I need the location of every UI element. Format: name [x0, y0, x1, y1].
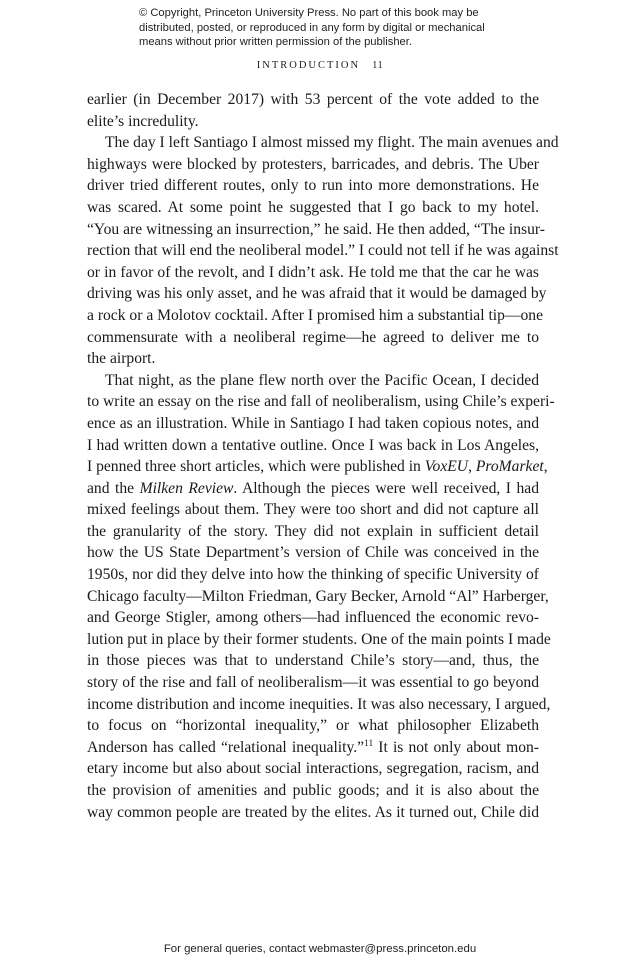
text-line: That night, as the plane flew north over the Pacific Ocean, I decided: [105, 371, 539, 389]
text-segment: . Although the pieces were well received, I had: [233, 479, 539, 497]
text-line: “You are witnessing an insurrection,” he said. He then added, “The insur-: [87, 220, 545, 238]
copyright-line: means without prior written permission of the publisher.: [139, 36, 412, 49]
text-segment: ,: [543, 458, 548, 476]
text-line: a rock or a Molotov cocktail. After I promised him a substantial tip—one: [87, 306, 544, 324]
running-head-title: INTRODUCTION: [256, 60, 361, 71]
text-line: elite’s incredulity.: [87, 112, 199, 130]
body-text: [87, 89, 559, 823]
text-line: rection that will end the neoliberal model.” I could not tell if he was against: [87, 242, 559, 260]
copyright-line: distributed, posted, or reproduced in any form by digital or mechanical: [139, 21, 485, 34]
text-line: 1950s, nor did they delve into how the thinking of specific University of: [87, 566, 539, 584]
italic-title: VoxEU: [424, 458, 469, 476]
text-segment: ,: [468, 458, 476, 476]
text-line: ence as an illustration. While in Santiago I had taken copious notes, and: [87, 414, 539, 432]
copyright-notice: [139, 6, 519, 50]
text-line: to write an essay on the rise and fall of neoliberalism, using Chile’s experi-: [87, 393, 555, 411]
text-line: the airport.: [87, 350, 156, 368]
text-line: earlier (in December 2017) with 53 percent of the vote added to the: [87, 91, 539, 108]
text-line: story of the rise and fall of neoliberalism—it was essential to go beyond: [87, 674, 539, 692]
italic-title: Milken Review: [139, 479, 234, 497]
text-line: mixed feelings about them. They were too short and did not capture all: [87, 501, 539, 519]
text-line: was scared. At some point he suggested that I go back to my hotel.: [87, 198, 539, 216]
text-line: etary income but also about social interactions, segregation, racism, and: [87, 760, 539, 778]
text-line-with-italics: [87, 456, 548, 478]
text-line: and George Stigler, among others—had influenced the economic revo-: [87, 609, 539, 627]
italic-title: ProMarket: [475, 458, 544, 476]
text-line: to focus on “horizontal inequality,” or what philosopher Elizabeth: [87, 717, 539, 735]
text-segment: Anderson has called “relational inequality.”: [87, 738, 365, 756]
text-line: in those pieces was that to understand Chile’s story—and, thus, the: [87, 652, 539, 670]
text-line: Chicago faculty—Milton Friedman, Gary Becker, Arnold “Al” Harberger,: [87, 587, 549, 605]
footnote-reference[interactable]: 11: [364, 738, 374, 749]
text-line: I had written down a tentative outline. Once I was back in Los Angeles,: [87, 436, 539, 454]
text-line: the provision of amenities and public goods; and it is also about the: [87, 782, 539, 799]
text-segment: and the: [87, 479, 140, 497]
text-segment: It is not only about mon-: [373, 738, 539, 756]
text-segment: I penned three short articles, which were published in: [87, 458, 425, 476]
text-line: income distribution and income inequities. It was also necessary, I argued,: [87, 695, 551, 713]
text-line: way common people are treated by the elites. As it turned out, Chile did: [87, 803, 539, 821]
text-line: driving was his only asset, and he was afraid that it would be damaged by: [87, 285, 547, 303]
footer-contact: For general queries, contact webmaster@press.princeton.edu: [163, 943, 477, 955]
text-line: the granularity of the story. They did not explain in sufficient detail: [87, 522, 539, 540]
text-line: or in favor of the revolt, and I didn’t ask. He told me that the car he was: [87, 263, 539, 281]
text-line: commensurate with a neoliberal regime—he agreed to deliver me to: [87, 328, 539, 346]
text-line: how the US State Department’s version of Chile was conceived in the: [87, 544, 539, 562]
text-line: highways were blocked by protesters, barricades, and debris. The Uber: [87, 155, 539, 173]
text-line: The day I left Santiago I almost missed my flight. The main avenues and: [105, 134, 559, 152]
page-number: 11: [372, 60, 384, 71]
text-line-with-footnote: [87, 737, 539, 759]
copyright-line: © Copyright, Princeton University Press. No part of this book may be: [139, 7, 479, 19]
running-head: [0, 60, 640, 71]
text-line: driver tried different routes, only to run into more demonstrations. He: [87, 177, 539, 195]
text-line: lution put in place by their former students. One of the main points I made: [87, 630, 551, 648]
text-line-with-italics: [87, 478, 539, 500]
